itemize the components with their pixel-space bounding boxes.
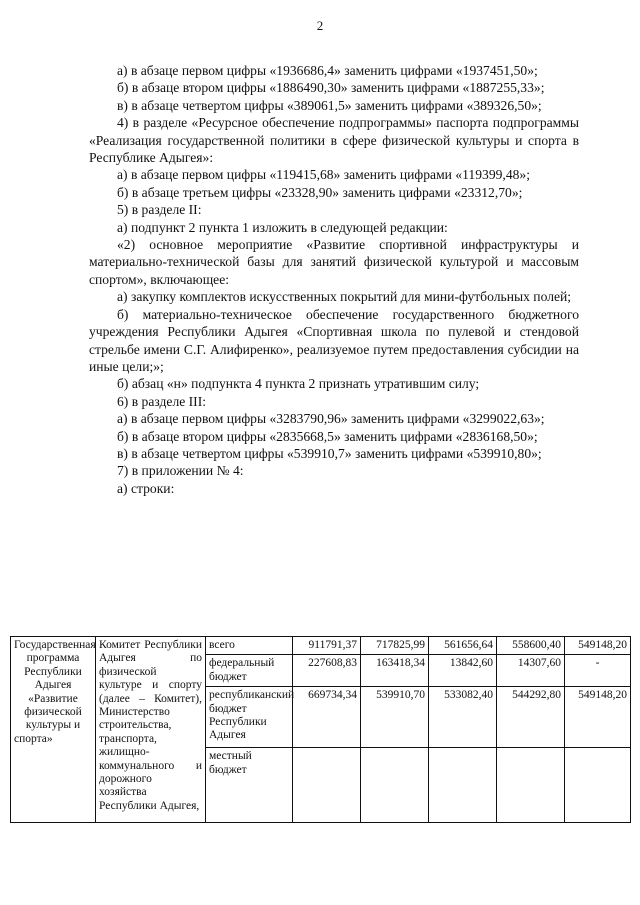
responsible-cell: Комитет Республики Адыгея по физической культуре и спорту (далее – Комитет), Министерство строительства, транспорта, жилищно-коммунального и дорожного хозяйства Республики Адыгея, bbox=[96, 637, 206, 823]
value-cell bbox=[361, 748, 429, 823]
row-label: республиканский бюджет Республики Адыгея bbox=[206, 687, 293, 748]
value-cell: 911791,37 bbox=[293, 637, 361, 655]
value-cell: 227608,83 bbox=[293, 655, 361, 687]
paragraph: б) в абзаце втором цифры «1886490,30» заменить цифрами «1887255,33»; bbox=[117, 80, 545, 96]
paragraph: б) материально-техническое обеспечение государственного бюджетного учреждения Республики Адыгея «Спортивная школа по пулевой и стендовой стрельбе имени С.Г. Алифиренко», реализуемое путем предоставления субсидии на иные цели;»; bbox=[89, 306, 579, 374]
paragraph: в) в абзаце четвертом цифры «389061,5» заменить цифрами «389326,50»; bbox=[117, 97, 542, 113]
paragraph: «2) основное мероприятие «Развитие спортивной инфраструктуры и материально-технической базы для занятий физической культурой и массовым спортом», включающее: bbox=[89, 237, 579, 287]
document-body bbox=[89, 62, 579, 497]
row-label: местный бюджет bbox=[206, 748, 293, 823]
value-cell: - bbox=[565, 655, 631, 687]
paragraph: б) абзац «н» подпункта 4 пункта 2 признать утратившим силу; bbox=[117, 376, 480, 392]
paragraph: а) строки: bbox=[117, 480, 175, 496]
paragraph: б) в абзаце третьем цифры «23328,90» заменить цифрами «23312,70»; bbox=[117, 184, 523, 200]
paragraph: 6) в разделе III: bbox=[117, 393, 207, 409]
value-cell: 549148,20 bbox=[565, 637, 631, 655]
paragraph: а) в абзаце первом цифры «1936686,4» заменить цифрами «1937451,50»; bbox=[117, 63, 538, 78]
value-cell bbox=[429, 748, 497, 823]
program-name-cell: Государственная программа Республики Адыгея «Развитие физической культуры и спорта» bbox=[11, 637, 96, 823]
funding-table bbox=[10, 636, 631, 823]
paragraph: в) в абзаце четвертом цифры «539910,7» заменить цифрами «539910,80»; bbox=[117, 445, 542, 461]
row-label: всего bbox=[206, 637, 293, 655]
value-cell bbox=[565, 748, 631, 823]
row-label: федеральный бюджет bbox=[206, 655, 293, 687]
value-cell: 163418,34 bbox=[361, 655, 429, 687]
paragraph: б) в абзаце втором цифры «2835668,5» заменить цифрами «2836168,50»; bbox=[117, 428, 538, 444]
paragraph: 7) в приложении № 4: bbox=[117, 463, 244, 479]
paragraph: 4) в разделе «Ресурсное обеспечение подпрограммы» паспорта подпрограммы «Реализация государственной политики в сфере физической культуры и спорта в Республике Адыгея»: bbox=[89, 115, 579, 166]
paragraph: а) в абзаце первом цифры «119415,68» заменить цифрами «119399,48»; bbox=[117, 167, 530, 183]
page-number: 2 bbox=[316, 18, 324, 33]
value-cell: 544292,80 bbox=[497, 687, 565, 748]
value-cell bbox=[293, 748, 361, 823]
value-cell: 13842,60 bbox=[429, 655, 497, 687]
value-cell: 561656,64 bbox=[429, 637, 497, 655]
value-cell: 558600,40 bbox=[497, 637, 565, 655]
value-cell: 533082,40 bbox=[429, 687, 497, 748]
paragraph: а) подпункт 2 пункта 1 изложить в следующей редакции: bbox=[117, 219, 448, 235]
paragraph: а) в абзаце первом цифры «3283790,96» заменить цифрами «3299022,63»; bbox=[117, 411, 545, 427]
paragraph: а) закупку комплектов искусственных покрытий для мини-футбольных полей; bbox=[117, 289, 572, 305]
value-cell: 669734,34 bbox=[293, 687, 361, 748]
table-row bbox=[11, 637, 631, 655]
value-cell: 549148,20 bbox=[565, 687, 631, 748]
value-cell bbox=[497, 748, 565, 823]
value-cell: 14307,60 bbox=[497, 655, 565, 687]
value-cell: 539910,70 bbox=[361, 687, 429, 748]
value-cell: 717825,99 bbox=[361, 637, 429, 655]
paragraph: 5) в разделе II: bbox=[117, 202, 202, 218]
